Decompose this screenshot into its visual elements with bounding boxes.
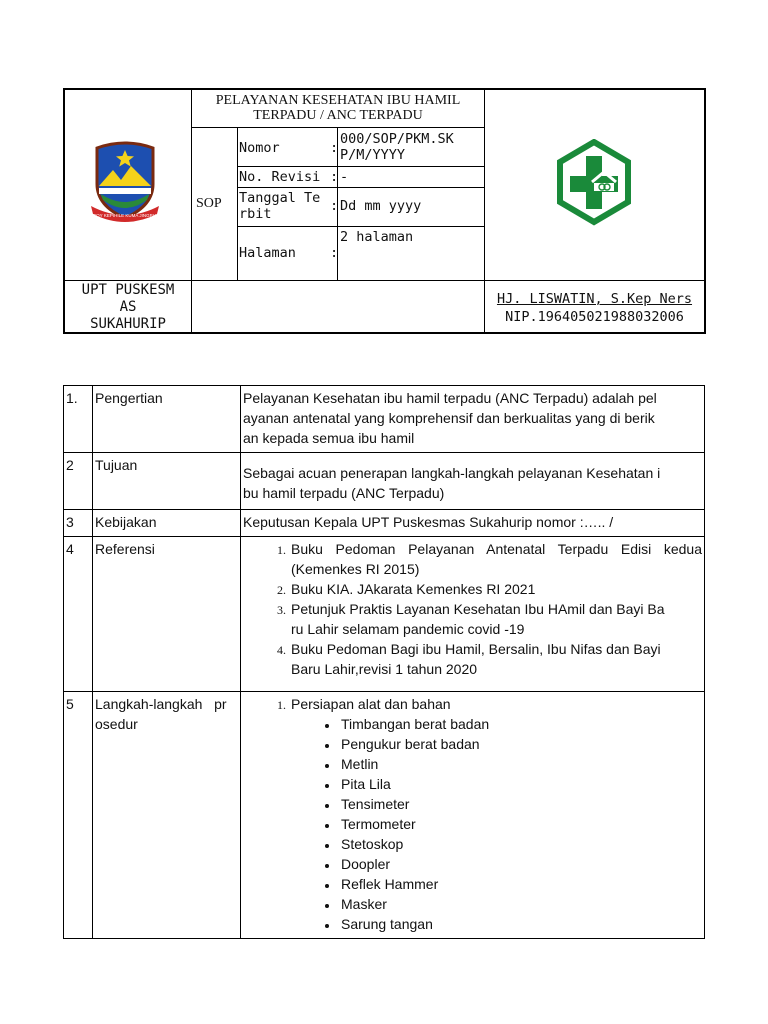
row-tujuan (64, 453, 705, 510)
step-title: 1. Persiapan alat dan bahan (291, 696, 451, 712)
sop-label: SOP (196, 196, 222, 211)
row-label: Tujuan (93, 453, 241, 510)
row-label (93, 692, 241, 939)
tool-item: • Masker (339, 894, 702, 914)
row-number: 1. (64, 386, 93, 453)
halaman-label: Halaman (239, 245, 296, 261)
text-line: Sebagai acuan penerapan langkah-langkah pelayanan Kesehatan i (243, 465, 661, 481)
org-line-2: AS (119, 299, 137, 315)
text-line: bu hamil terpadu (ANC Terpadu) (243, 485, 445, 501)
nomor-value (340, 131, 454, 163)
item-line: 3. Petunjuk Praktis Layanan Kesehatan Ibu HAmil dan Bayi Ba (291, 601, 665, 617)
item-line: 2. Buku KIA. JAkarata Kemenkes RI 2021 (291, 581, 536, 597)
revisi-value: - (340, 169, 349, 185)
item-line: (Kemenkes RI 2015) (291, 561, 420, 577)
emblem-ribbon-text: BOY KEPIHILE KUMA JINGPIA (93, 213, 157, 218)
revisi-label: No. Revisi (239, 169, 321, 185)
nomor-value-line-2: P/M/YYYY (340, 147, 406, 163)
sop-content-table (63, 385, 705, 939)
sop-header-table (63, 88, 706, 334)
tool-item: • Doopler (339, 854, 702, 874)
row-referensi (64, 537, 705, 692)
regency-emblem-logo (87, 140, 163, 228)
item-line: ru Lahir selamam pandemic covid -19 (291, 621, 525, 637)
item-line: 4. Buku Pedoman Bagi ibu Hamil, Bersalin, Ibu Nifas dan Bayi (291, 641, 661, 657)
title-line-2: TERPADU / ANC TERPADU (253, 108, 423, 123)
tool-item: • Termometer (339, 814, 702, 834)
referensi-list (243, 539, 702, 679)
halaman-colon: : (330, 245, 339, 261)
row-number: 4 (64, 537, 93, 692)
tool-item: • Tensimeter (339, 794, 702, 814)
referensi-item (289, 579, 702, 599)
referensi-item (289, 539, 702, 579)
label-line: Langkah-langkah pr (95, 696, 227, 712)
nomor-value-line-1: 000/SOP/PKM.SK (340, 131, 454, 147)
org-line-3: SUKAHURIP (90, 316, 166, 332)
referensi-item (289, 599, 702, 639)
tanggal-label-line-2: rbit (239, 206, 272, 222)
row-label: Kebijakan (93, 510, 241, 537)
tool-item: • Reflek Hammer (339, 874, 702, 894)
tanggal-colon: : (330, 198, 339, 214)
referensi-list-cell (241, 537, 705, 692)
tanggal-label-line-1: Tanggal Te (239, 190, 321, 206)
item-line: Baru Lahir,revisi 1 tahun 2020 (291, 661, 478, 677)
organization-name (65, 282, 191, 333)
row-number: 2 (64, 453, 93, 510)
tool-item: • Stetoskop (339, 834, 702, 854)
tools-list (291, 714, 702, 934)
nomor-colon: : (330, 140, 339, 156)
tujuan-text (241, 453, 705, 510)
nomor-label: Nomor (239, 140, 280, 156)
signer-name: HJ. LISWATIN, S.Kep Ners (496, 291, 693, 307)
kebijakan-text: Keputusan Kepala UPT Puskesmas Sukahurip nomor :….. / (241, 510, 705, 537)
tanggal-terbit-label (239, 190, 320, 222)
procedure-steps (243, 694, 702, 934)
tool-item: • Timbangan berat badan (339, 714, 702, 734)
row-label: Referensi (93, 537, 241, 692)
puskesmas-logo (556, 139, 632, 227)
text-line: an kepada semua ibu hamil (243, 430, 415, 446)
row-label: Pengertian (93, 386, 241, 453)
tool-item: • Metlin (339, 754, 702, 774)
org-line-1: UPT PUSKESM (81, 282, 175, 298)
referensi-item (289, 639, 702, 679)
row-number: 3 (64, 510, 93, 537)
pengertian-text (241, 386, 705, 453)
halaman-value: 2 halaman (340, 229, 414, 245)
tanggal-value: Dd mm yyyy (340, 198, 422, 214)
document-title (192, 93, 484, 123)
row-pengertian (64, 386, 705, 453)
label-line: osedur (95, 716, 138, 732)
procedure-step (289, 694, 702, 934)
row-langkah (64, 692, 705, 939)
item-line: 1. Buku Pedoman Pelayanan Antenatal Terpadu Edisi kedua (291, 541, 702, 557)
signer-nip: NIP.196405021988032006 (505, 309, 684, 325)
text-line: Pelayanan Kesehatan ibu hamil terpadu (ANC Terpadu) adalah pel (243, 390, 657, 406)
revisi-colon: : (330, 169, 339, 185)
text-line: ayanan antenatal yang komprehensif dan berkualitas yang di berik (243, 410, 655, 426)
tool-item: • Pengukur berat badan (339, 734, 702, 754)
tool-item: • Sarung tangan (339, 914, 702, 934)
row-number: 5 (64, 692, 93, 939)
tool-item: • Pita Lila (339, 774, 702, 794)
row-kebijakan (64, 510, 705, 537)
langkah-procedure-cell (241, 692, 705, 939)
title-line-1: PELAYANAN KESEHATAN IBU HAMIL (215, 93, 461, 108)
